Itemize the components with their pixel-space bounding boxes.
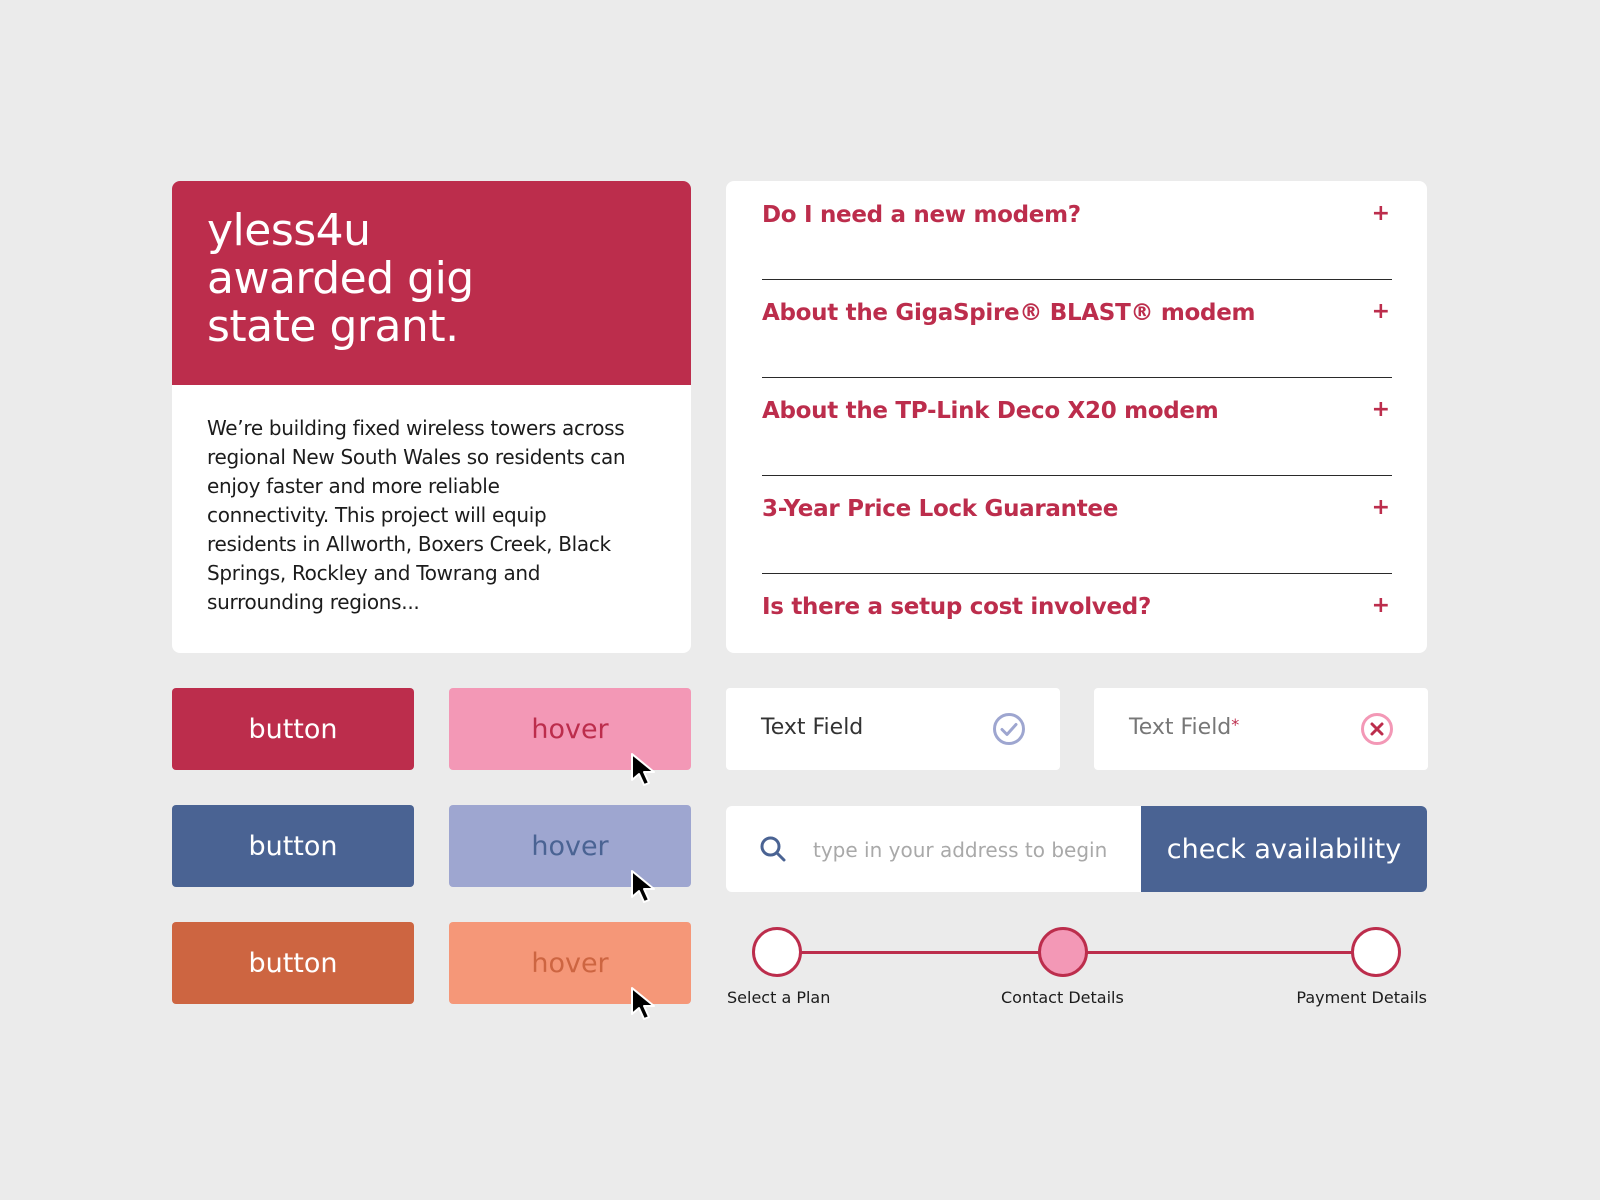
news-card [172,181,691,653]
expand-plus-icon[interactable]: + [1371,397,1390,422]
faq-item-tplink-modem[interactable] [762,377,1392,476]
news-body: We’re building fixed wireless towers across regional New South Wales so residents can enjoy faster and more reliable connectivity. This project will equip residents in Allworth, Boxers Creek, Black Springs, Rockley and Towrang and surrounding regions... [207,416,626,614]
button-label: hover [531,830,609,862]
mouse-pointer-icon [629,986,663,1022]
text-field-label: Text Field [761,715,864,740]
search-icon [759,835,787,863]
primary-blue-button[interactable] [172,805,414,887]
faq-item-new-modem[interactable] [762,181,1392,280]
required-asterisk: * [1231,715,1240,734]
faq-question: Is there a setup cost involved? [762,594,1151,620]
check-availability-button[interactable]: check availability [1141,806,1427,892]
news-title-line-1: yless4u [207,205,371,256]
primary-red-button[interactable] [172,688,414,770]
news-title-line-2: awarded gig [207,253,474,304]
expand-plus-icon[interactable]: + [1371,201,1390,226]
address-input[interactable] [811,828,1135,872]
faq-item-setup-cost[interactable] [762,573,1392,671]
step-label-select-plan: Select a Plan [727,988,831,1007]
address-search-bar [726,806,1427,892]
faq-question: Do I need a new modem? [762,202,1081,228]
news-title [207,207,474,351]
primary-orange-button[interactable] [172,922,414,1004]
button-label: button [248,947,338,979]
faq-accordion [726,181,1427,653]
step-circle-payment-details[interactable] [1351,927,1401,977]
button-label: hover [531,947,609,979]
button-label: button [248,830,338,862]
x-circle-icon[interactable] [1360,712,1394,746]
text-field-valid[interactable] [726,688,1060,770]
check-circle-icon [992,712,1026,746]
faq-question: About the TP-Link Deco X20 modem [762,398,1219,424]
step-circle-contact-details[interactable] [1038,927,1088,977]
progress-stepper [726,921,1427,1011]
step-label-contact-details: Contact Details [1001,988,1124,1007]
expand-plus-icon[interactable]: + [1371,495,1390,520]
button-label: hover [531,713,609,745]
text-field-label-text: Text Field [1129,715,1232,740]
mouse-pointer-icon [629,752,663,788]
news-title-line-3: state grant. [207,301,459,352]
news-header [172,181,691,385]
faq-item-gigaspire-modem[interactable] [762,279,1392,378]
faq-question: About the GigaSpire® BLAST® modem [762,300,1256,326]
button-label: button [248,713,338,745]
mouse-pointer-icon [629,869,663,905]
faq-question: 3-Year Price Lock Guarantee [762,496,1119,522]
step-label-payment-details: Payment Details [1296,988,1427,1007]
expand-plus-icon[interactable]: + [1371,593,1390,618]
faq-item-price-lock[interactable] [762,475,1392,574]
step-circle-select-plan[interactable] [752,927,802,977]
text-field-error[interactable] [1094,688,1428,770]
expand-plus-icon[interactable]: + [1371,299,1390,324]
text-field-label [1129,715,1239,740]
